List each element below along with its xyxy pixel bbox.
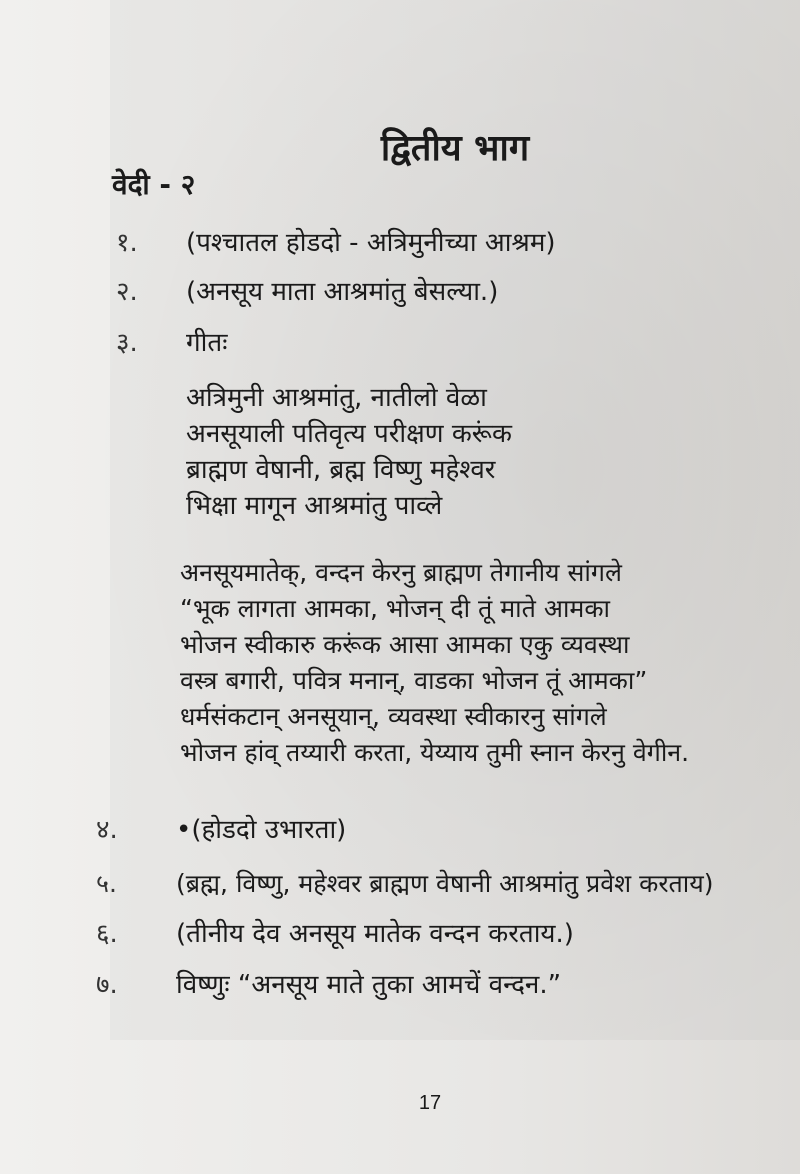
song-line: भिक्षा मागून आश्रमांतु पाव्ले <box>186 491 443 521</box>
item-number: ६. <box>96 919 118 949</box>
page-number: 17 <box>418 1092 442 1114</box>
item-text: (ब्रह्म, विष्णु, महेश्वर ब्राह्मण वेषानी आश्रमांतु प्रवेश करताय) <box>176 869 714 898</box>
item-text: (अनसूय माता आश्रमांतु बेसल्या.) <box>186 277 499 307</box>
item-number: २. <box>116 277 138 307</box>
song-line: “भूक लागता आमका, भोजन् दी तूं माते आमका <box>180 594 611 623</box>
list-item <box>116 326 776 360</box>
song-line: अनसूयाली पतिवृत्य परीक्षण करूंक <box>186 419 512 449</box>
item-text: •(होडदो उभारता) <box>176 815 347 845</box>
item-number: ३. <box>116 328 138 358</box>
scene-heading: वेदी - २ <box>112 168 196 201</box>
list-item <box>96 867 786 901</box>
item-text: विष्णुः “अनसूय माते तुका आमचें वन्दन.” <box>176 970 562 1000</box>
item-number: १. <box>116 228 138 258</box>
song-line: अत्रिमुनी आश्रमांतु, नातीलो वेळा <box>186 383 487 413</box>
list-item <box>116 275 776 309</box>
song-stanza <box>180 555 689 771</box>
song-line: अनसूयमातेक्, वन्दन केरनु ब्राह्मण तेगानीय सांगले <box>180 558 622 587</box>
list-item <box>96 968 786 1002</box>
song-line: भोजन स्वीकारु करूंक आसा आमका एकु व्यवस्था <box>180 630 630 659</box>
song-line: वस्त्र बगारी, पवित्र मनान्, वाडका भोजन तूं आमका” <box>180 666 648 695</box>
song-line: ब्राह्मण वेषानी, ब्रह्म विष्णु महेश्वर <box>186 455 496 485</box>
item-number: ४. <box>96 815 118 845</box>
item-number: ५. <box>96 869 117 898</box>
list-item <box>96 813 786 847</box>
song-line: धर्मसंकटान् अनसूयान्, व्यवस्था स्वीकारनु सांगले <box>180 702 607 731</box>
song-stanza <box>186 380 512 524</box>
item-text: (पश्चातल होडदो - अत्रिमुनीच्या आश्रम) <box>186 228 556 258</box>
list-item <box>96 917 786 951</box>
item-text: गीतः <box>186 328 228 358</box>
section-title: द्वितीय भाग <box>380 128 530 169</box>
list-item <box>116 226 776 260</box>
item-number: ७. <box>96 970 118 1000</box>
item-text: (तीनीय देव अनसूय मातेक वन्दन करताय.) <box>176 919 574 949</box>
song-line: भोजन हांव् तय्यारी करता, येय्याय तुमी स्नान केरनु वेगीन. <box>180 738 690 767</box>
